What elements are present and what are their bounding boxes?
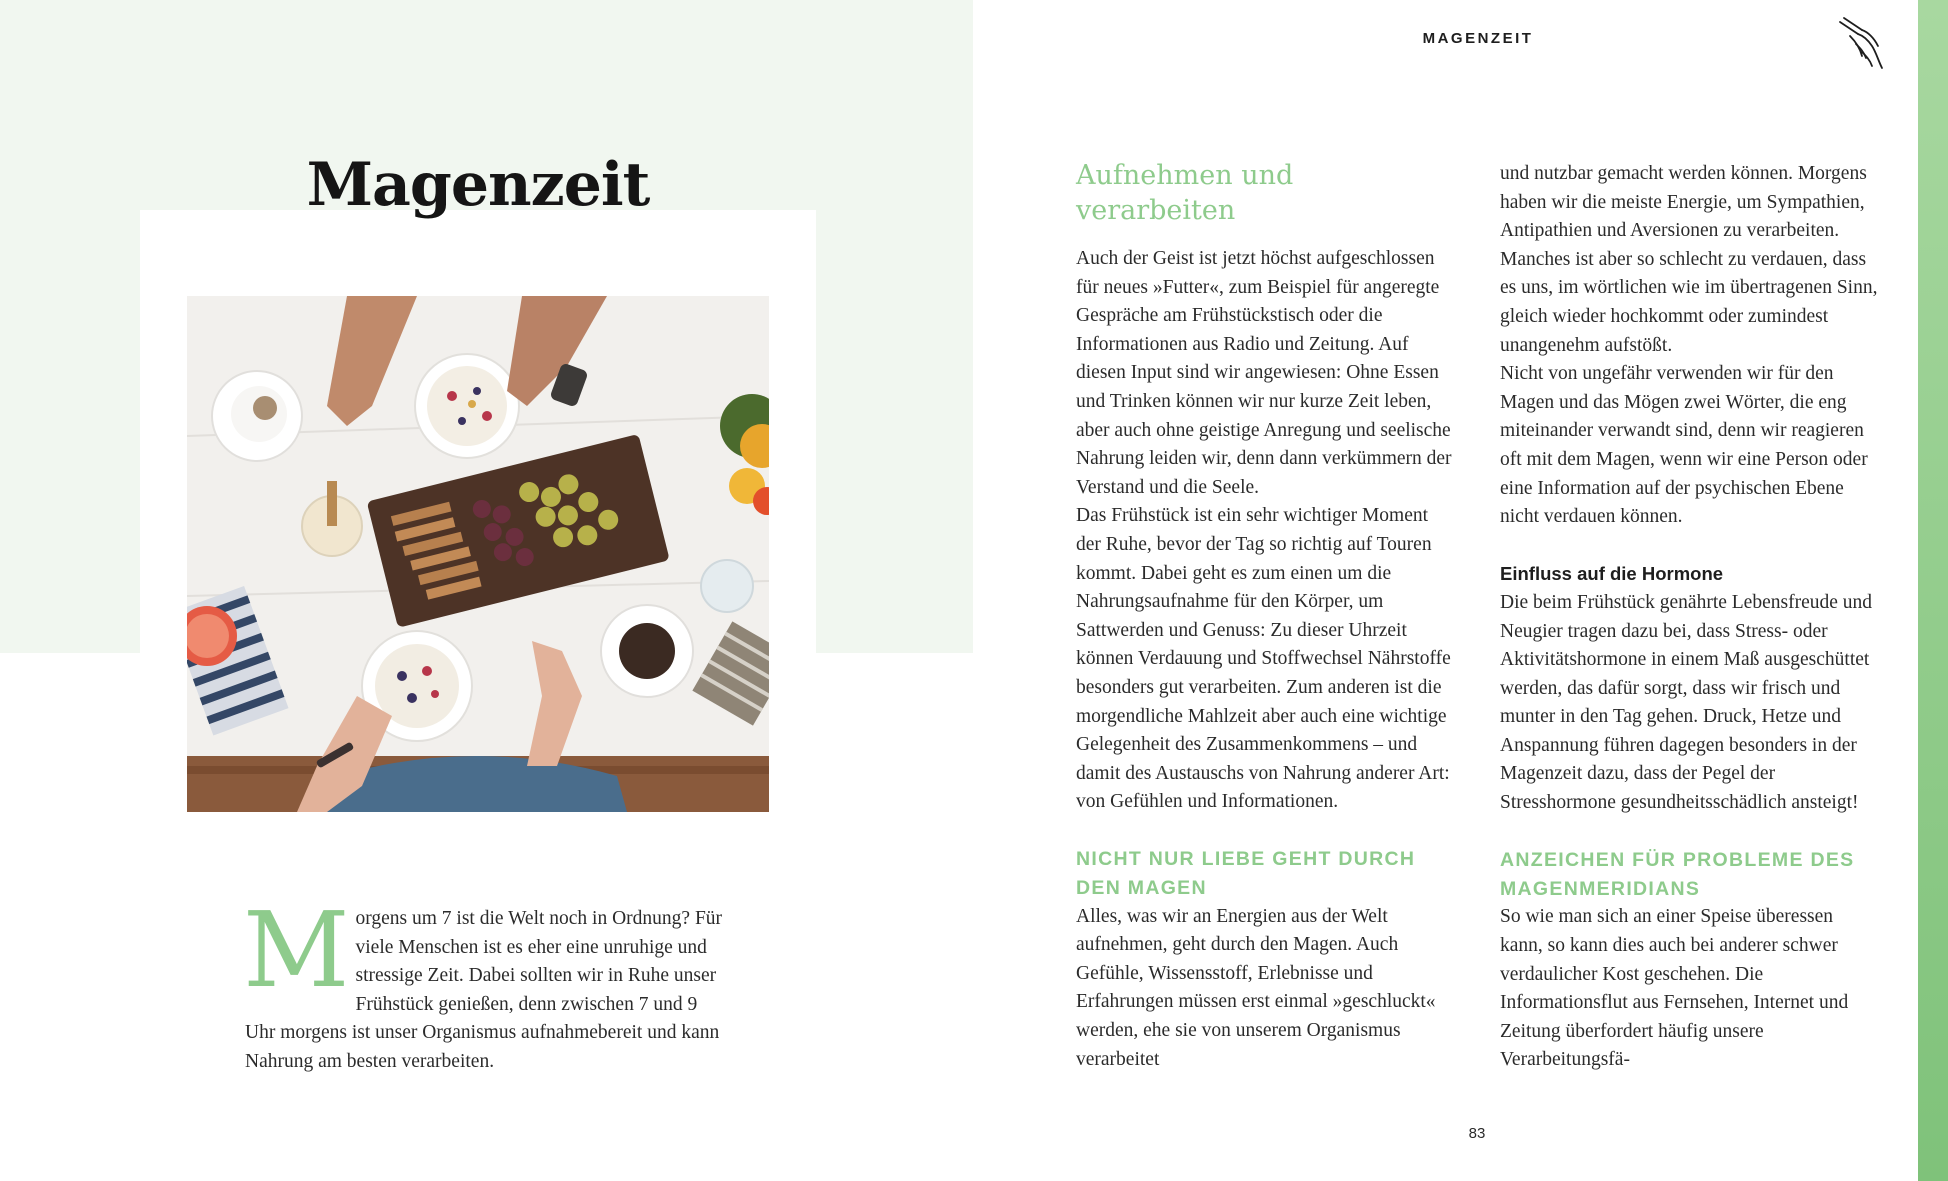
breakfast-photo bbox=[187, 296, 769, 812]
bold-subheading: Einfluss auf die Hormone bbox=[1500, 563, 1724, 585]
page-number: 83 bbox=[1468, 1125, 1486, 1142]
body-paragraph: Auch der Geist ist jetzt höchst aufgeschlossen für neues »Futter«, zum Beispiel für angeregte Gespräche am Frühstückstisch oder die Informationen aus Radio und Zeitung. Auf diesen Input sind wir angewiesen: Ohne Essen und Trinken können wir nur kurze Zeit leben, aber auch ohne geistige Anregung und seelische Nahrung leiden wir, denn dann verkümmern der Verstand und die Seele. bbox=[1076, 248, 1452, 498]
intro-paragraph bbox=[243, 889, 725, 1077]
green-page-edge bbox=[1918, 0, 1948, 1181]
chapter-title: Magenzeit bbox=[306, 150, 650, 220]
body-paragraph: Alles, was wir an Energien aus der Welt aufnehmen, geht durch den Magen. Auch Gefühle, Wissensstoff, Erlebnisse und Erfahrungen müssen erst einmal »geschluckt« werden, ehe sie von unserem Organismus verarbeitet bbox=[1076, 905, 1436, 1070]
section-heading: Aufnehmen und verarbeiten bbox=[1076, 160, 1294, 226]
intro-text: orgens um 7 ist die Welt noch in Ordnung? Für viele Menschen ist es eher eine unruhige und stressige Zeit. Dabei sollten wir in Ruhe unser Frühstück genießen, denn zwischen 7 und 9 Uhr morgens ist unser Organismus aufnahmebereit und kann Nahrung am besten verarbeiten. bbox=[245, 908, 723, 1072]
body-paragraph: Nicht von ungefähr verwenden wir für den Magen und das Mögen zwei Wörter, die eng miteinander verwandt sind, denn wir reagieren oft mit dem Magen, wenn wir eine Person oder eine Information auf der psychischen Ebene nicht verdauen können. bbox=[1500, 363, 1868, 528]
subsection-heading: NICHT NUR LIEBE GEHT DURCH DEN MAGEN bbox=[1076, 848, 1416, 900]
text-column-2 bbox=[1500, 160, 1880, 1075]
drop-cap: M bbox=[243, 889, 350, 1011]
hand-icon bbox=[1836, 16, 1886, 72]
running-head: MAGENZEIT bbox=[1422, 30, 1534, 47]
body-paragraph: So wie man sich an einer Speise überessen kann, so kann dies auch bei anderer schwer verdaulicher Kost geschehen. Die Informationsflut aus Fernsehen, Internet und Zeitung überfordert häufig unsere Verarbeitungsfä- bbox=[1500, 906, 1849, 1071]
body-paragraph: Das Frühstück ist ein sehr wichtiger Moment der Ruhe, bevor der Tag so richtig auf Touren kommt. Dabei geht es zum einen um die Nahrungsaufnahme für den Körper, um Sattwerden und Genuss: Zu dieser Uhrzeit können Verdauung und Stoffwechsel Nährstoffe besonders gut verarbeiten. Zum anderen ist die morgendliche Mahlzeit aber auch eine wichtige Gelegenheit des Zusammenkommens – und damit des Austauschs von Nahrung anderer Art: von Gefühlen und Informationen. bbox=[1076, 505, 1451, 813]
body-paragraph: und nutzbar gemacht werden können. Morgens haben wir die meiste Energie, um Sympathien, Antipathien und Aversionen zu verarbeiten. Manches ist aber so schlecht zu verdauen, dass es uns, im wörtlichen wie im übertragenen Sinn, gleich wieder hochkommt oder zumindest unangenehm aufstößt. bbox=[1500, 163, 1878, 356]
text-column-1 bbox=[1076, 158, 1456, 1074]
subsection-heading: ANZEICHEN FÜR PROBLEME DES MAGENMERIDIANS bbox=[1500, 849, 1855, 900]
body-paragraph: Die beim Frühstück genährte Lebensfreude und Neugier tragen dazu bei, dass Stress- oder Aktivitätshormone in einem Maß ausgeschüttet werden, das dafür sorgt, dass wir frisch und munter in den Tag gehen. Druck, Hetze und Anspannung führen dagegen besonders in der Magenzeit dazu, dass der Pegel der Stresshormone gesundheitsschädlich ansteigt! bbox=[1500, 591, 1873, 814]
